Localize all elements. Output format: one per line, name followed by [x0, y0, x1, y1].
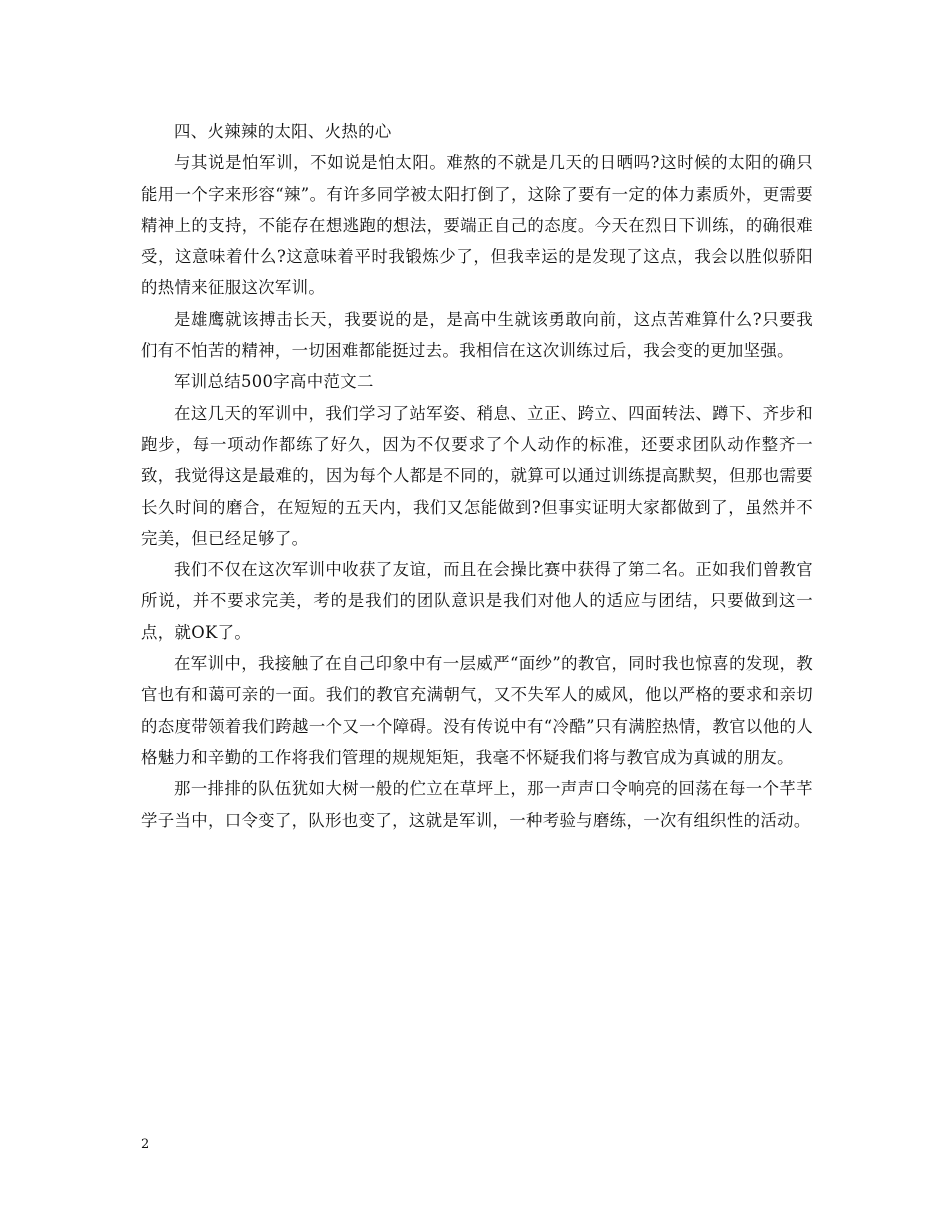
paragraph-two-1: 在这几天的军训中，我们学习了站军姿、稍息、立正、跨立、四面转法、蹲下、齐步和跑步，每一项动作都练了好久，因为不仅要求了个人动作的标准，还要求团队动作整齐一致，我觉得这是最难的，因为每个人都是不同的，就算可以通过训练提高默契，但那也需要长久时间的磨合，在短短的五天内，我们又怎能做到?但事实证明大家都做到了，虽然并不完美，但已经足够了。: [141, 403, 813, 548]
page-number: 2: [141, 1137, 150, 1152]
paragraph-two-4: 那一排排的队伍犹如大树一般的伫立在草坪上，那一声声口令响亮的回荡在每一个芊芊学子当中，口令变了，队形也变了，这就是军训，一种考验与磨练，一次有组织性的活动。: [141, 779, 813, 830]
paragraph-two-3: 在军训中，我接触了在自己印象中有一层威严“面纱”的教官，同时我也惊喜的发现，教官也有和蔼可亲的一面。我们的教官充满朝气，又不失军人的威风，他以严格的要求和亲切的态度带领着我们跨越一个又一个障碍。没有传说中有“冷酷”只有满腔热情，教官以他的人格魅力和辛勤的工作将我们管理的规规矩矩，我毫不怀疑我们将与教官成为真诚的朋友。: [141, 654, 813, 767]
page-content: [141, 116, 813, 836]
section-heading-4: 四、火辣辣的太阳、火热的心: [174, 122, 392, 141]
paragraph-sun-1: 与其说是怕军训，不如说是怕太阳。难熬的不就是几天的日晒吗?这时候的太阳的确只能用一个字来形容“辣”。有许多同学被太阳打倒了，这除了要有一定的体力素质外，更需要精神上的支持，不能存在想逃跑的想法，要端正自己的态度。今天在烈日下训练，的确很难受，这意味着什么?这意味着平时我锻炼少了，但我幸运的是发现了这点，我会以胜似骄阳的热情来征服这次军训。: [141, 153, 813, 298]
essay-two-title: 军训总结500字高中范文二: [174, 372, 374, 392]
paragraph-sun-2: 是雄鹰就该搏击长天，我要说的是，是高中生就该勇敢向前，这点苦难算什么?只要我们有不怕苦的精神，一切困难都能挺过去。我相信在这次训练过后，我会变的更加坚强。: [141, 309, 813, 361]
paragraph-two-2: 我们不仅在这次军训中收获了友谊，而且在会操比赛中获得了第二名。正如我们曾教官所说，并不要求完美，考的是我们的团队意识是我们对他人的适应与团结，只要做到这一点，就OK了。: [141, 560, 813, 642]
